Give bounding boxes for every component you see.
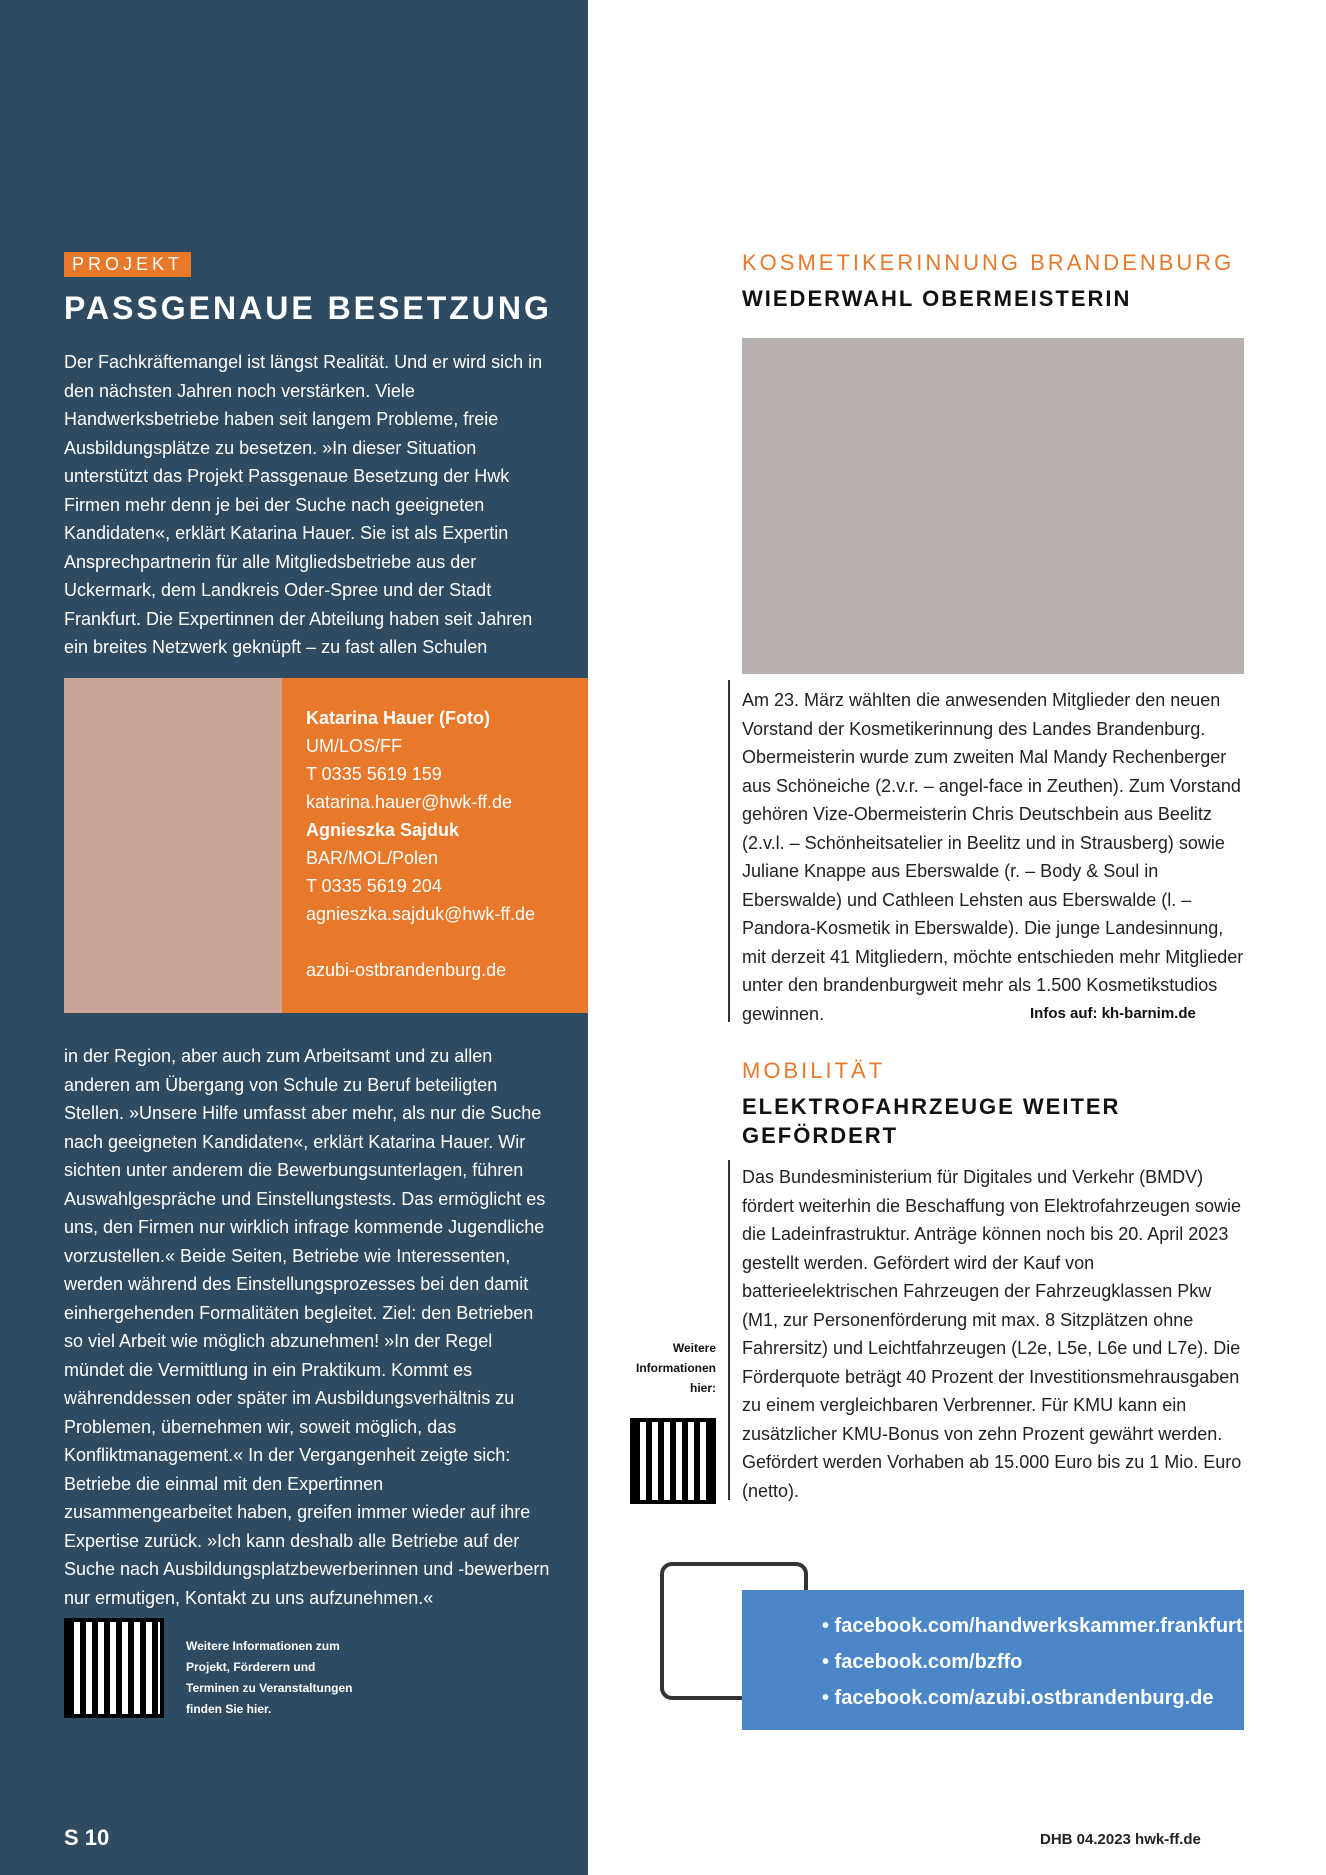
- contact-name-1: Katarina Hauer (Foto): [306, 708, 491, 728]
- intro-text: Der Fachkräftemangel ist längst Realität. Und er wird sich in den nächsten Jahren noch verstärken. Viele Handwerksbetriebe haben seit langem Probleme, freie Ausbildungsplätze zu besetzen. »In dieser Situation unterstützt das Projekt Passgenaue Besetzung der Hwk Firmen mehr denn je bei der Suche nach geeigneten Kandidaten«, erklärt Katarina Hauer. Sie ist als Expertin Ansprechpartnerin für alle Mitgliedsbetriebe aus der Uckermark, dem Landkreis Oder-Spree und der Stadt Frankfurt. Die Expertinnen der Abteilung haben seit Jahren ein breites Netzwerk geknüpft – zu fast allen Schulen: [64, 352, 543, 657]
- qr-code[interactable]: [64, 1618, 164, 1718]
- info-link[interactable]: Infos auf: kh-barnim.de: [1030, 1005, 1196, 1022]
- contact-region-2: BAR/MOL/Polen: [306, 848, 439, 868]
- divider: [728, 680, 730, 1022]
- section-heading-2: MOBILITÄT: [742, 1058, 886, 1083]
- contact-email-1[interactable]: katarina.hauer@hwk-ff.de: [306, 792, 513, 812]
- facebook-link[interactable]: • facebook.com/handwerkskammer.frankfurt: [822, 1615, 1243, 1637]
- section-heading-1: KOSMETIKERINNUNG BRANDENBURG: [742, 250, 1235, 275]
- qr-caption: Weitere Informationen zum Projekt, Förderern und Terminen zu Veranstaltungen finden Sie hier.: [186, 1639, 353, 1716]
- portrait-photo: [64, 678, 282, 1013]
- facebook-links: [742, 1590, 1244, 1730]
- divider: [728, 1160, 730, 1500]
- article-text-2: Am 23. März wählten die anwesenden Mitglieder den neuen Vorstand der Kosmetikerinnung des Landes Brandenburg. Obermeisterin wurde zum zweiten Mal Mandy Rechenberger aus Schöneiche (2.v.r. – angel-face in Zeuthen). Zum Vorstand gehören Vize-Obermeisterin Chris Deutschbein aus Beelitz (2.v.l. – Schönheitsatelier in Beelitz und in Strausberg) sowie Juliane Knappe aus Eberswalde (r. – Body & Soul in Eberswalde) und Cathleen Lehsten aus Eberswalde (l. – Pandora-Kosmetik in Eberswalde). Die junge Landesinnung, mit derzeit 41 Mitgliedern, möchte entschieden mehr Mitglieder unter den brandenburgweit mehr als 1.500 Kosmetikstudios gewinnen.: [742, 690, 1244, 1024]
- article-text-3: Das Bundesministerium für Digitales und Verkehr (BMDV) fördert weiterhin die Beschaffung von Elektrofahrzeugen sowie die Ladeinfrastruktur. Anträge können noch bis 20. April 2023 gestellt werden. Gefördert wird der Kauf von batterieelektrischen Fahrzeugen der Fahrzeugklassen Pkw (M1, zur Personenförderung mit max. 8 Sitzplätzen ohne Fahrersitz) und Leichtfahrzeugen (L2e, L5e, L6e und L7e). Die Förderquote beträgt 40 Prozent der Investitionsmehrausgaben zu einem vergleichbaren Verbrenner. Für KMU kann ein zusätzlicher KMU-Bonus von zehn Prozent gewährt werden. Gefördert werden Vorhaben ab 15.000 Euro bis zu 1 Mio. Euro (netto).: [742, 1167, 1242, 1501]
- page-number: S 10: [64, 1825, 110, 1850]
- contact-phone-1: T 0335 5619 159: [306, 764, 442, 784]
- facebook-link[interactable]: • facebook.com/bzffo: [822, 1651, 1023, 1673]
- left-column: [0, 0, 588, 1875]
- section-tag: PROJEKT: [64, 252, 191, 277]
- footer: DHB 04.2023 hwk-ff.de: [1040, 1831, 1201, 1848]
- body-text: in der Region, aber auch zum Arbeitsamt und zu allen anderen am Übergang von Schule zu Beruf beteiligten Stellen. »Unsere Hilfe umfasst aber mehr, als nur die Suche nach geeigneten Kandidaten«, erklärt Katarina Hauer. Wir sichten unter anderem die Bewerbungsunterlagen, führen Auswahlgespräche und Einstellungstests. Das ermöglicht es uns, den Firmen nur wirklich infrage kommende Jugendliche vorzustellen.« Beide Seiten, Betriebe wie Interessenten, werden während des Einstellungsprozesses bei den damit einhergehenden Formalitäten begleitet. Ziel: den Betrieben so viel Arbeit wie möglich abzunehmen! »In der Regel mündet die Vermittlung in ein Praktikum. Kommt es währenddessen oder später im Ausbildungsverhältnis zu Problemen, übernehmen wir, soweit möglich, das Konfliktmanagement.« In der Vergangenheit zeigte sich: Betriebe die einmal mit den Expertinnen zusammengearbeitet haben, greifen immer wieder auf ihre Expertise zurück. »Ich kann deshalb alle Betriebe auf der Suche nach Ausbildungsplatzbewerberinnen und -bewerbern nur ermutigen, Kontakt zu uns aufzunehmen.«: [64, 1046, 550, 1608]
- qr-code-2[interactable]: [630, 1418, 716, 1504]
- contact-phone-2: T 0335 5619 204: [306, 876, 442, 896]
- contact-region-1: UM/LOS/FF: [306, 736, 403, 756]
- facebook-link[interactable]: • facebook.com/azubi.ostbrandenburg.de: [822, 1687, 1214, 1709]
- article-title-3: ELEKTROFAHRZEUGE WEITER GEFÖRDERT: [742, 1094, 1121, 1148]
- contact-web[interactable]: azubi-ostbrandenburg.de: [306, 960, 507, 980]
- contact-email-2[interactable]: agnieszka.sajduk@hwk-ff.de: [306, 904, 536, 924]
- contact-name-2: Agnieszka Sajduk: [306, 820, 460, 840]
- article-title: PASSGENAUE BESETZUNG: [64, 290, 552, 326]
- contact-box: [282, 678, 588, 1013]
- group-photo: [742, 338, 1244, 674]
- qr-label: Weitere Informationen hier:: [636, 1341, 716, 1395]
- article-title-2: WIEDERWAHL OBERMEISTERIN: [742, 286, 1132, 311]
